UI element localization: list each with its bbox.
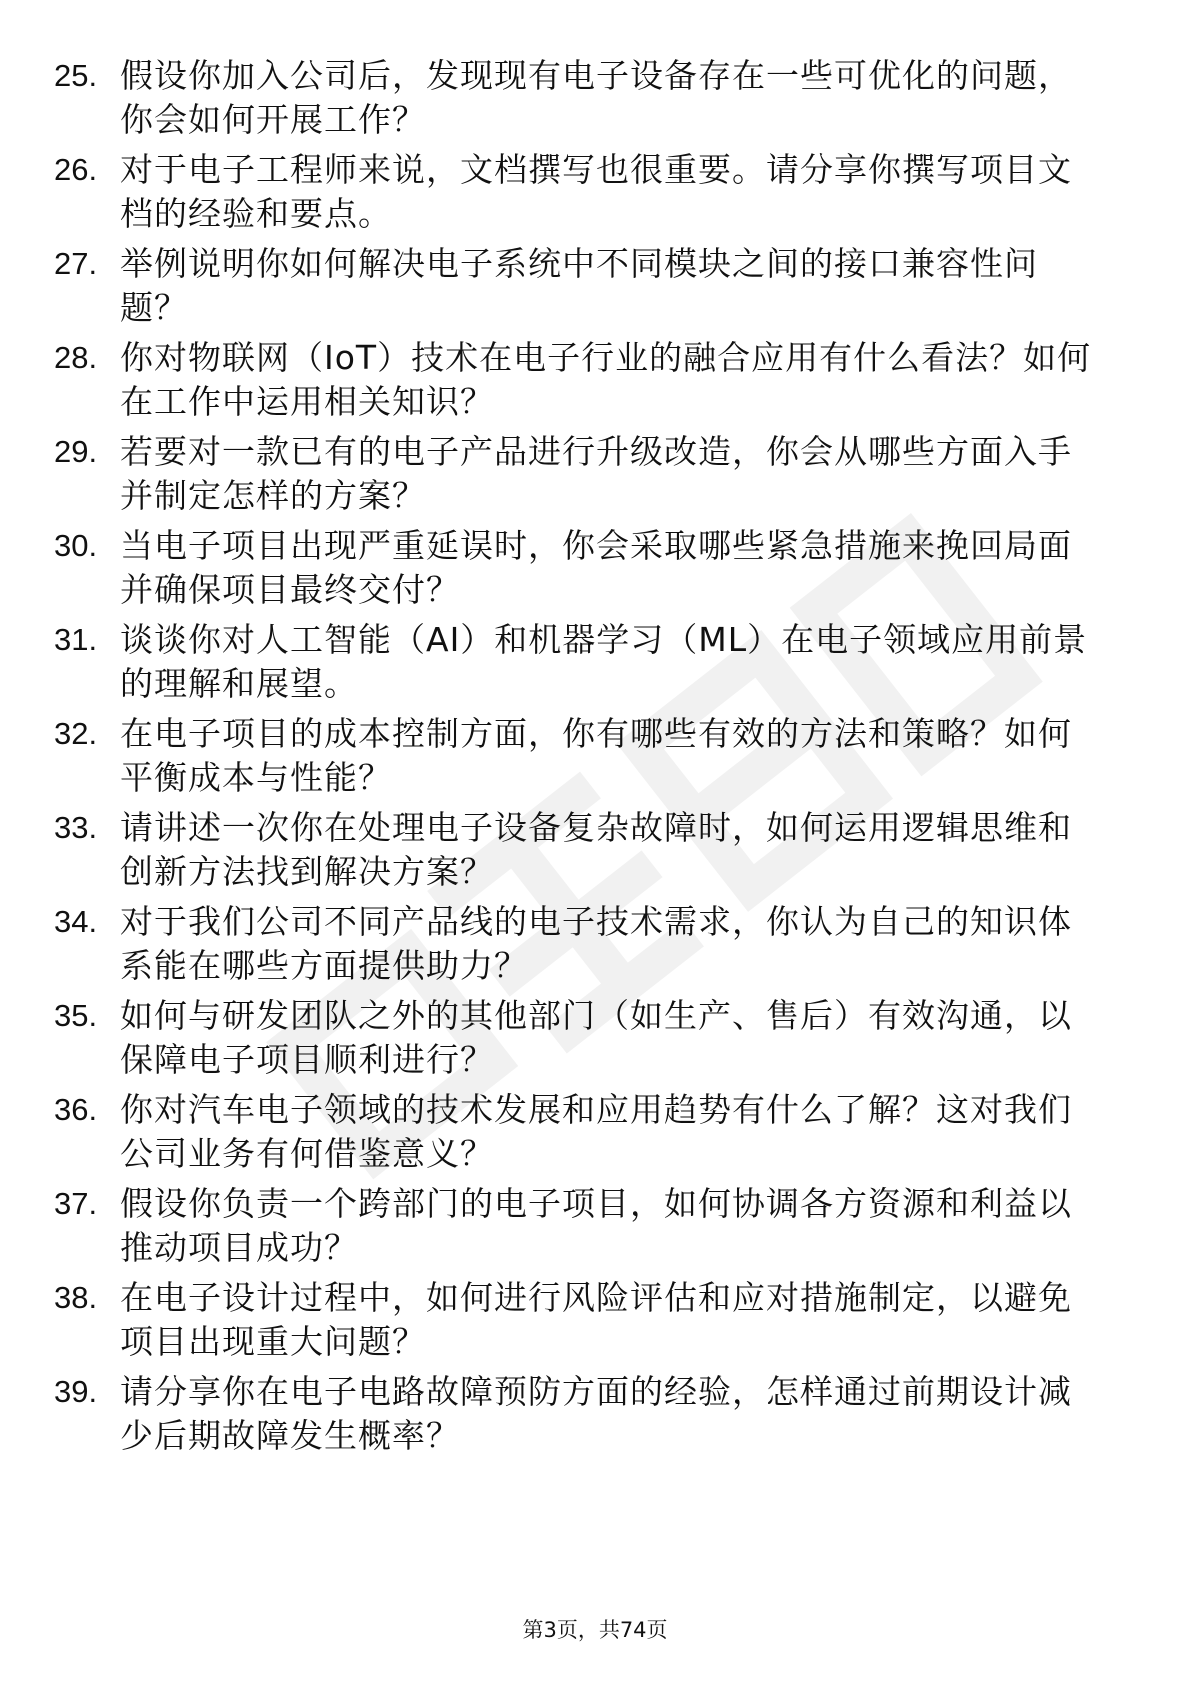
question-item: [54, 1182, 1134, 1276]
question-item: [54, 900, 1134, 994]
question-text: 你对物联网（IoT）技术在电子行业的融合应用有什么看法？如何 在工作中运用相关知识？: [120, 338, 1092, 421]
question-text: 在电子设计过程中，如何进行风险评估和应对措施制定，以避免 项目出现重大问题？: [120, 1278, 1072, 1361]
question-number: 28.: [54, 340, 98, 375]
question-text: 如何与研发团队之外的其他部门（如生产、售后）有效沟通，以 保障电子项目顺利进行？: [120, 996, 1072, 1079]
question-item: [54, 1370, 1134, 1464]
question-text: 假设你负责一个跨部门的电子项目，如何协调各方资源和利益以 推动项目成功？: [120, 1184, 1072, 1267]
question-item: [54, 242, 1134, 336]
question-text: 若要对一款已有的电子产品进行升级改造，你会从哪些方面入手 并制定怎样的方案？: [120, 432, 1072, 515]
question-item: [54, 148, 1134, 242]
question-text: 举例说明你如何解决电子系统中不同模块之间的接口兼容性问 题？: [120, 244, 1038, 327]
question-text: 你对汽车电子领域的技术发展和应用趋势有什么了解？这对我们 公司业务有何借鉴意义？: [120, 1090, 1072, 1173]
question-item: [54, 1276, 1134, 1370]
question-item: [54, 336, 1134, 430]
question-item: [54, 806, 1134, 900]
page-footer: 第3页，共74页: [522, 1618, 668, 1642]
question-number: 25.: [54, 58, 98, 93]
question-item: [54, 54, 1134, 148]
question-text: 在电子项目的成本控制方面，你有哪些有效的方法和策略？如何 平衡成本与性能？: [120, 714, 1072, 797]
question-item: [54, 524, 1134, 618]
question-number: 36.: [54, 1092, 98, 1127]
question-list: [54, 54, 1134, 1464]
question-number: 31.: [54, 622, 98, 657]
question-number: 33.: [54, 810, 98, 845]
question-number: 34.: [54, 904, 98, 939]
question-number: 38.: [54, 1280, 98, 1315]
question-text: 请讲述一次你在处理电子设备复杂故障时，如何运用逻辑思维和 创新方法找到解决方案？: [120, 808, 1072, 891]
question-item: [54, 1088, 1134, 1182]
question-item: [54, 994, 1134, 1088]
question-number: 37.: [54, 1186, 98, 1221]
question-number: 27.: [54, 246, 98, 281]
question-text: 对于电子工程师来说，文档撰写也很重要。请分享你撰写项目文 档的经验和要点。: [120, 150, 1072, 233]
question-number: 29.: [54, 434, 98, 469]
question-text: 谈谈你对人工智能（AI）和机器学习（ML）在电子领域应用前景 的理解和展望。: [120, 620, 1088, 703]
question-number: 26.: [54, 152, 98, 187]
question-item: [54, 618, 1134, 712]
question-number: 35.: [54, 998, 98, 1033]
question-item: [54, 430, 1134, 524]
question-number: 39.: [54, 1374, 98, 1409]
question-item: [54, 712, 1134, 806]
question-number: 30.: [54, 528, 98, 563]
question-text: 对于我们公司不同产品线的电子技术需求，你认为自己的知识体 系能在哪些方面提供助力？: [120, 902, 1072, 985]
question-text: 请分享你在电子电路故障预防方面的经验，怎样通过前期设计减 少后期故障发生概率？: [120, 1372, 1072, 1455]
question-text: 当电子项目出现严重延误时，你会采取哪些紧急措施来挽回局面 并确保项目最终交付？: [120, 526, 1072, 609]
question-text: 假设你加入公司后，发现现有电子设备存在一些可优化的问题， 你会如何开展工作？: [120, 56, 1072, 139]
question-number: 32.: [54, 716, 98, 751]
